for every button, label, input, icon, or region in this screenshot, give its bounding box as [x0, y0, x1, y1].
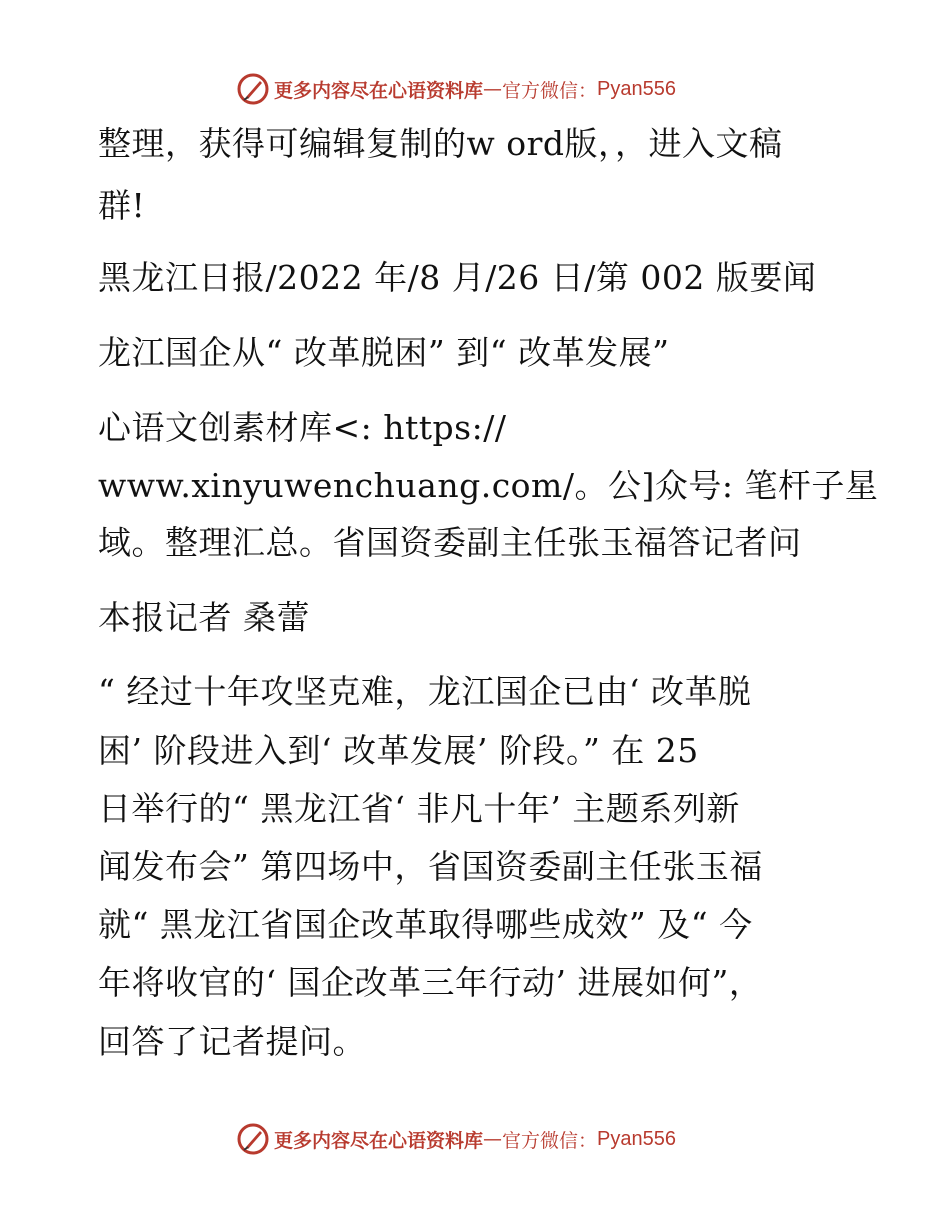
body-line-1: 整理，获得可编辑复制的w ord版，，进入文稿: [98, 124, 783, 163]
body-line-6: www.xinyuwenchuang.com/。公]众号: 笔杆子星: [98, 466, 879, 505]
body-line-12: 闻发布会” 第四场中，省国资委副主任张玉福: [98, 847, 763, 886]
banner-wechat-label: 官方微信：: [502, 1129, 598, 1152]
body-line-15: 回答了记者提问。: [98, 1022, 366, 1061]
body-line-10: 困’ 阶段进入到‘ 改革发展’ 阶段。” 在 25: [98, 731, 699, 770]
banner-wechat-label: 官方微信：: [502, 79, 598, 102]
body-line-14: 年将收官的‘ 国企改革三年行动’ 进展如何”，: [98, 963, 763, 1002]
body-line-7: 域。整理汇总。省国资委副主任张玉福答记者问: [98, 523, 802, 562]
quill-logo-icon: [236, 1122, 270, 1156]
banner-wechat-id: Pyan556: [597, 77, 676, 100]
banner-slogan: 更多内容尽在心语资料库: [274, 79, 484, 102]
body-line-5: 心语文创素材库<: https://: [98, 408, 507, 447]
footer-banner: [0, 1120, 950, 1160]
banner-wechat-id: Pyan556: [597, 1127, 676, 1150]
body-line-4: 龙江国企从“ 改革脱困” 到“ 改革发展”: [98, 333, 670, 372]
body-line-11: 日举行的“ 黑龙江省‘ 非凡十年’ 主题系列新: [98, 789, 740, 828]
banner-separator: —: [483, 78, 503, 100]
body-line-2: 群!: [98, 186, 146, 225]
body-line-3: 黑龙江日报/2022 年/8 月/26 日/第 002 版要闻: [98, 258, 817, 297]
banner-separator: —: [483, 1128, 503, 1150]
body-line-8: 本报记者 桑蕾: [98, 598, 310, 637]
banner-slogan: 更多内容尽在心语资料库: [274, 1129, 484, 1152]
body-line-13: 就“ 黑龙江省国企改革取得哪些成效” 及“ 今: [98, 905, 753, 944]
quill-logo-icon: [236, 72, 270, 106]
body-line-9: “ 经过十年攻坚克难，龙江国企已由‘ 改革脱: [98, 672, 752, 711]
header-banner: [0, 70, 950, 110]
